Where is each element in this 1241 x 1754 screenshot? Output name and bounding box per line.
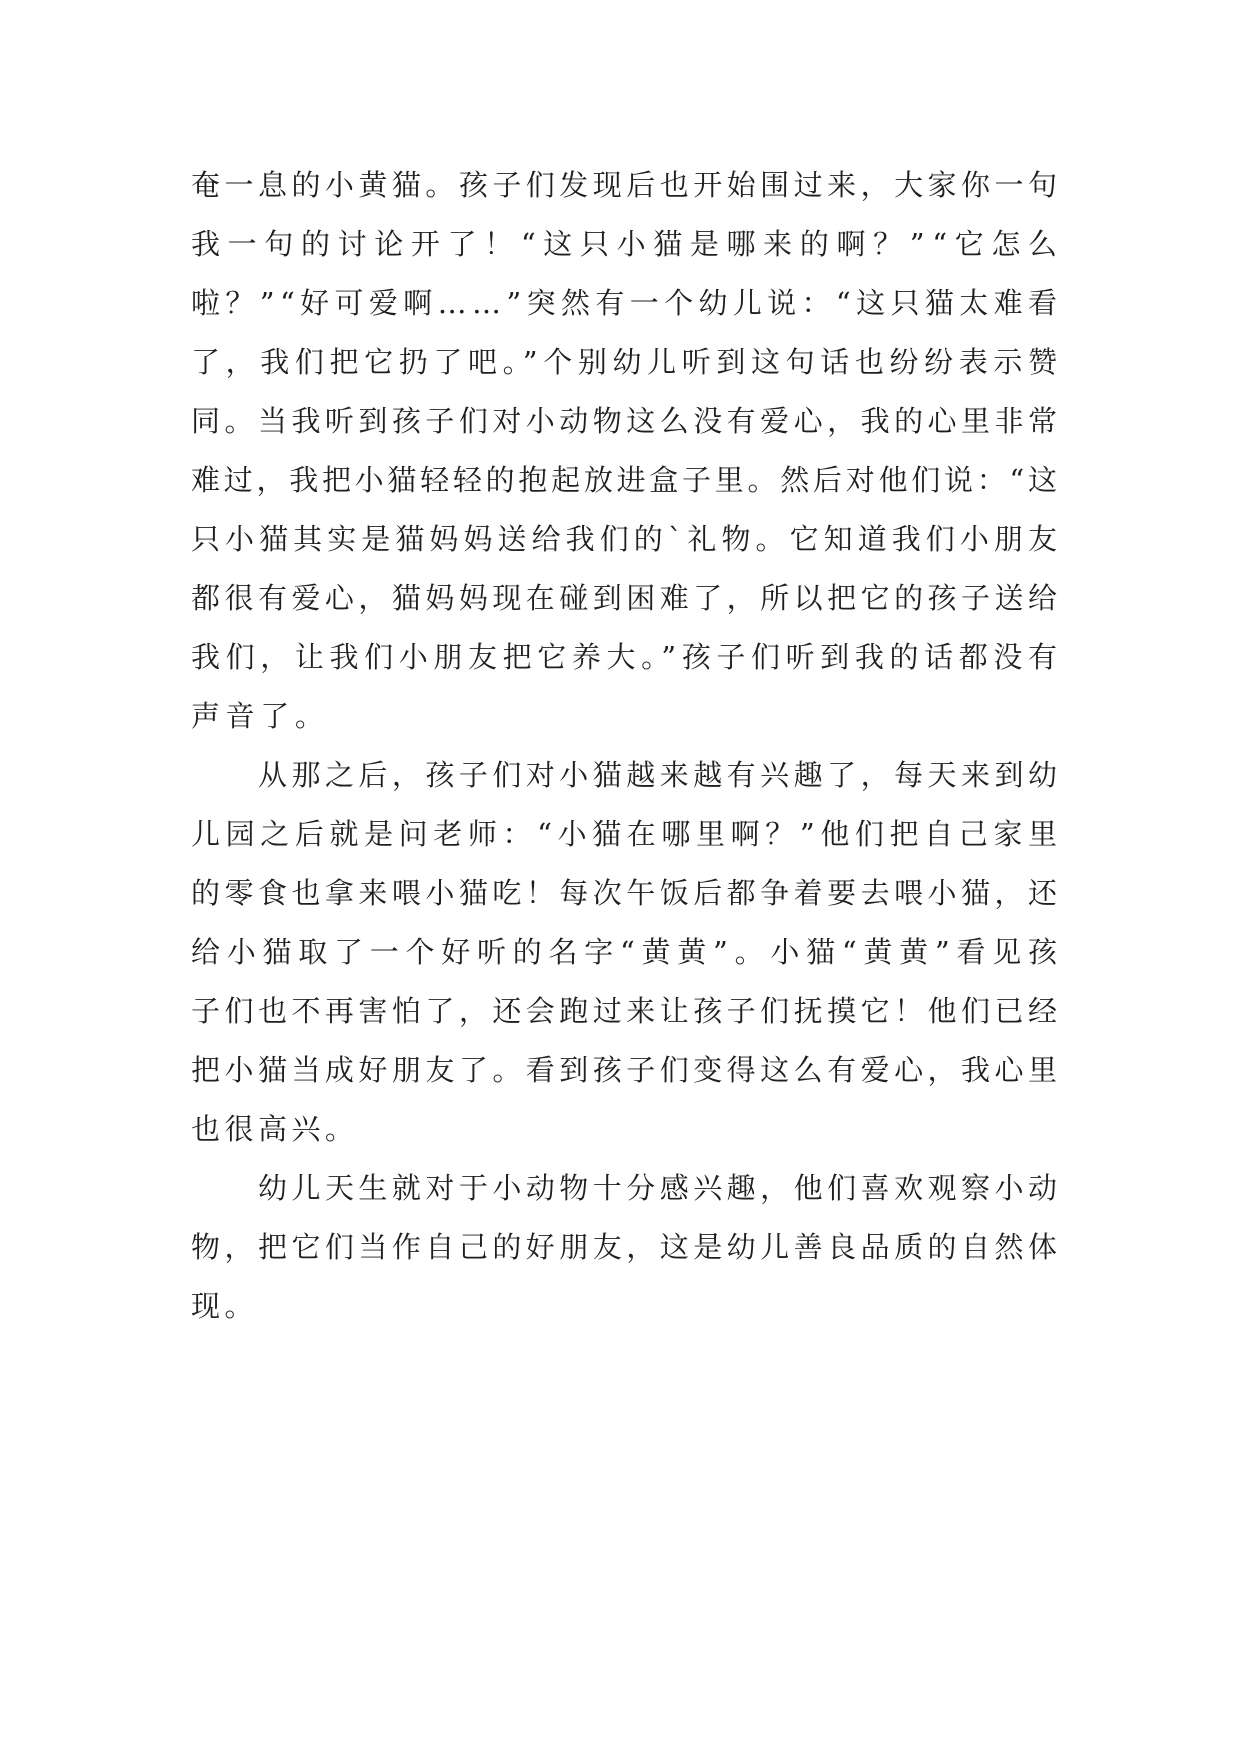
- text-line: [191, 510, 1063, 569]
- text-line: [191, 156, 1062, 215]
- line-text: 啦？”“好可爱啊……”突然有一个幼儿说：“这只猫太难看: [191, 286, 1063, 320]
- text-line: [191, 864, 1062, 923]
- text-line: [191, 215, 1065, 274]
- line-text: 难过，我把小猫轻轻的抱起放进盒子里。然后对他们说：“这: [191, 463, 1061, 497]
- text-line: [191, 1041, 1062, 1100]
- paragraph: [191, 746, 1064, 1159]
- text-line: [191, 1100, 1057, 1159]
- line-text: 的零食也拿来喂小猫吃！每次午饭后都争着要去喂小猫，还: [191, 876, 1062, 910]
- text-line: [191, 274, 1063, 333]
- text-line: [191, 1277, 1057, 1336]
- text-body: [191, 156, 1065, 1336]
- line-text: 我一句的讨论开了！“这只小猫是哪来的啊？”“它怎么: [191, 227, 1065, 261]
- line-text: 幼儿天生就对于小动物十分感兴趣，他们喜欢观察小动: [258, 1171, 1062, 1205]
- text-line: [191, 392, 1062, 451]
- text-line: [191, 628, 1063, 687]
- text-line: [191, 569, 1062, 628]
- line-text: 给小猫取了一个好听的名字“黄黄”。小猫“黄黄”看见孩: [191, 935, 1064, 969]
- text-line: [191, 1218, 1062, 1277]
- line-text: 把小猫当成好朋友了。看到孩子们变得这么有爱心，我心里: [191, 1053, 1062, 1087]
- text-line: [191, 805, 1063, 864]
- text-line: [191, 451, 1061, 510]
- text-line: [191, 982, 1062, 1041]
- line-text: 只小猫其实是猫妈妈送给我们的`礼物。它知道我们小朋友: [191, 522, 1063, 556]
- line-text: 奄一息的小黄猫。孩子们发现后也开始围过来，大家你一句: [191, 168, 1062, 202]
- line-text: 从那之后，孩子们对小猫越来越有兴趣了，每天来到幼: [258, 758, 1062, 792]
- text-line: [191, 333, 1063, 392]
- line-text: 也很高兴。: [191, 1112, 359, 1146]
- text-line: [191, 1159, 1062, 1218]
- line-text: 我们，让我们小朋友把它养大。”孩子们听到我的话都没有: [191, 640, 1063, 674]
- paragraph: [191, 156, 1065, 746]
- line-text: 儿园之后就是问老师：“小猫在哪里啊？”他们把自己家里: [191, 817, 1063, 851]
- line-text: 子们也不再害怕了，还会跑过来让孩子们抚摸它！他们已经: [191, 994, 1062, 1028]
- text-line: [191, 746, 1062, 805]
- line-text: 现。: [191, 1289, 258, 1323]
- line-text: 物，把它们当作自己的好朋友，这是幼儿善良品质的自然体: [191, 1230, 1062, 1264]
- text-line: [191, 687, 1057, 746]
- line-text: 了，我们把它扔了吧。”个别幼儿听到这句话也纷纷表示赞: [191, 345, 1063, 379]
- line-text: 同。当我听到孩子们对小动物这么没有爱心，我的心里非常: [191, 404, 1062, 438]
- line-text: 都很有爱心，猫妈妈现在碰到困难了，所以把它的孩子送给: [191, 581, 1062, 615]
- line-text: 声音了。: [191, 699, 330, 733]
- text-line: [191, 923, 1064, 982]
- paragraph: [191, 1159, 1062, 1336]
